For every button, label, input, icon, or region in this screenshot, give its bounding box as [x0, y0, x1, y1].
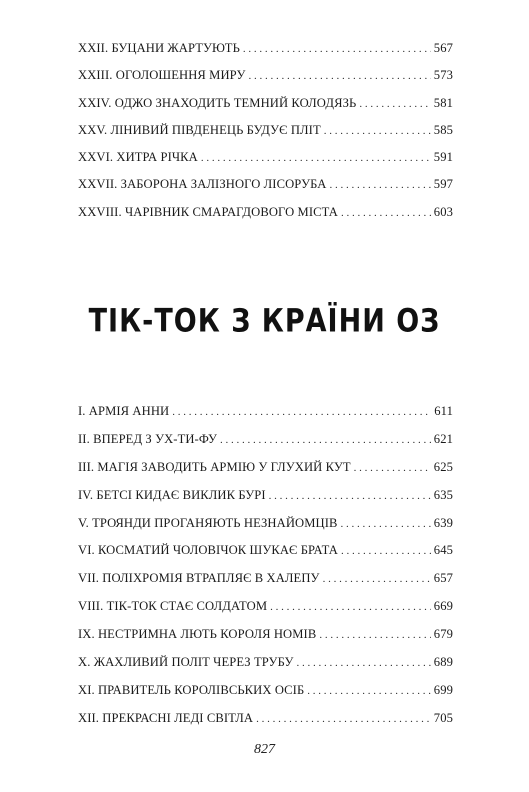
- toc-entry-page: 689: [433, 655, 453, 670]
- toc-entry: [78, 147, 453, 174]
- toc-entry-title: XXIII. ОГОЛОШЕННЯ МИРУ: [78, 68, 246, 83]
- leader-dots: [243, 39, 431, 59]
- toc-entry: [78, 485, 453, 513]
- leader-dots: [256, 709, 431, 729]
- toc-entry-page: 657: [433, 571, 453, 586]
- toc-entry: [78, 93, 453, 120]
- toc-entry-title: X. ЖАХЛИВИЙ ПОЛІТ ЧЕРЕЗ ТРУБУ: [78, 655, 294, 670]
- leader-dots: [307, 681, 431, 701]
- toc-entry: [78, 708, 453, 736]
- toc-entry-page: 635: [433, 487, 453, 502]
- leader-dots: [341, 203, 431, 223]
- toc-entry-page: 567: [433, 41, 453, 55]
- toc-entry-title: XXII. БУЦАНИ ЖАРТУЮТЬ: [78, 41, 240, 55]
- leader-dots: [329, 175, 430, 195]
- toc-entry-page: 645: [433, 543, 453, 558]
- leader-dots: [269, 486, 431, 506]
- toc-entry-page: 611: [434, 404, 453, 418]
- toc-entry-page: 603: [433, 204, 453, 219]
- toc-entry-title: II. ВПЕРЕД З УХ-ТИ-ФУ: [78, 431, 217, 446]
- toc-entry: [78, 652, 453, 680]
- leader-dots: [354, 458, 431, 478]
- toc-entry-title: IV. БЕТСІ КИДАЄ ВИКЛИК БУРІ: [78, 487, 266, 502]
- toc-entry-title: XXVIII. ЧАРІВНИК СМАРАГДОВОГО МІСТА: [78, 204, 338, 219]
- toc-entry: [78, 429, 453, 457]
- toc-entry: [78, 680, 453, 708]
- toc-entry: [78, 457, 453, 485]
- toc-entry-page: 597: [433, 177, 453, 192]
- toc-entry: [78, 65, 453, 92]
- toc-entry-page: 621: [433, 431, 453, 446]
- leader-dots: [201, 148, 431, 168]
- leader-dots: [248, 66, 430, 86]
- toc-entry: [78, 174, 453, 201]
- toc-entry-page: 573: [433, 68, 453, 83]
- toc-entry-title: XXV. ЛІНИВИЙ ПІВДЕНЕЦЬ БУДУЄ ПЛІТ: [78, 122, 321, 137]
- toc-entry-title: XXVII. ЗАБОРОНА ЗАЛІЗНОГО ЛІСОРУБА: [78, 177, 327, 192]
- leader-dots: [270, 597, 431, 617]
- toc-entry-title: IX. НЕСТРИМНА ЛЮТЬ КОРОЛЯ НОМІВ: [78, 627, 317, 642]
- page-number: 827: [254, 742, 275, 757]
- toc-entry: [78, 513, 453, 541]
- leader-dots: [323, 569, 431, 589]
- leader-dots: [324, 121, 431, 141]
- toc-entry-page: 591: [433, 150, 453, 165]
- section-title: ТІК-ТОК З КРАЇНИ ОЗ: [88, 303, 441, 340]
- toc-entry-page: 581: [433, 95, 453, 110]
- toc-entry-page: 669: [433, 599, 453, 614]
- toc-top-list: [78, 38, 453, 229]
- toc-entry: [78, 596, 453, 624]
- leader-dots: [341, 541, 431, 561]
- toc-entry-title: XXIV. ОДЖО ЗНАХОДИТЬ ТЕМНИЙ КОЛОДЯЗЬ: [78, 95, 357, 110]
- toc-entry-page: 625: [433, 459, 453, 474]
- leader-dots: [172, 402, 431, 422]
- toc-entry-title: VIII. ТІК-ТОК СТАЄ СОЛДАТОМ: [78, 599, 268, 614]
- toc-entry-title: I. АРМІЯ АННИ: [78, 404, 170, 418]
- toc-entry-title: XXVI. ХИТРА РІЧКА: [78, 150, 198, 165]
- toc-entry-page: 639: [433, 515, 453, 530]
- toc-entry-page: 705: [433, 710, 453, 725]
- leader-dots: [359, 94, 430, 114]
- toc-entry-page: 699: [433, 682, 453, 697]
- toc-bottom-list: [78, 401, 453, 736]
- toc-entry-page: 679: [433, 627, 453, 642]
- toc-entry-title: VII. ПОЛІХРОМІЯ ВТРАПЛЯЄ В ХАЛЕПУ: [78, 571, 320, 586]
- toc-entry: [78, 540, 453, 568]
- toc-entry-title: XI. ПРАВИТЕЛЬ КОРОЛІВСЬКИХ ОСІБ: [78, 682, 305, 697]
- leader-dots: [341, 514, 431, 534]
- toc-entry-title: III. МАГІЯ ЗАВОДИТЬ АРМІЮ У ГЛУХИЙ КУТ: [78, 459, 351, 474]
- toc-entry: [78, 568, 453, 596]
- leader-dots: [319, 625, 430, 645]
- toc-entry-page: 585: [433, 122, 453, 137]
- leader-dots: [296, 653, 430, 673]
- toc-entry: [78, 120, 453, 147]
- toc-entry-title: VI. КОСМАТИЙ ЧОЛОВІЧОК ШУКАЄ БРАТА: [78, 543, 338, 558]
- toc-entry-title: V. ТРОЯНДИ ПРОГАНЯЮТЬ НЕЗНАЙОМЦІВ: [78, 515, 338, 530]
- toc-entry: [78, 202, 453, 229]
- toc-entry: [78, 624, 453, 652]
- toc-entry: [78, 401, 453, 429]
- leader-dots: [220, 430, 431, 450]
- toc-entry-title: XII. ПРЕКРАСНІ ЛЕДІ СВІТЛА: [78, 710, 254, 725]
- toc-entry: [78, 38, 453, 65]
